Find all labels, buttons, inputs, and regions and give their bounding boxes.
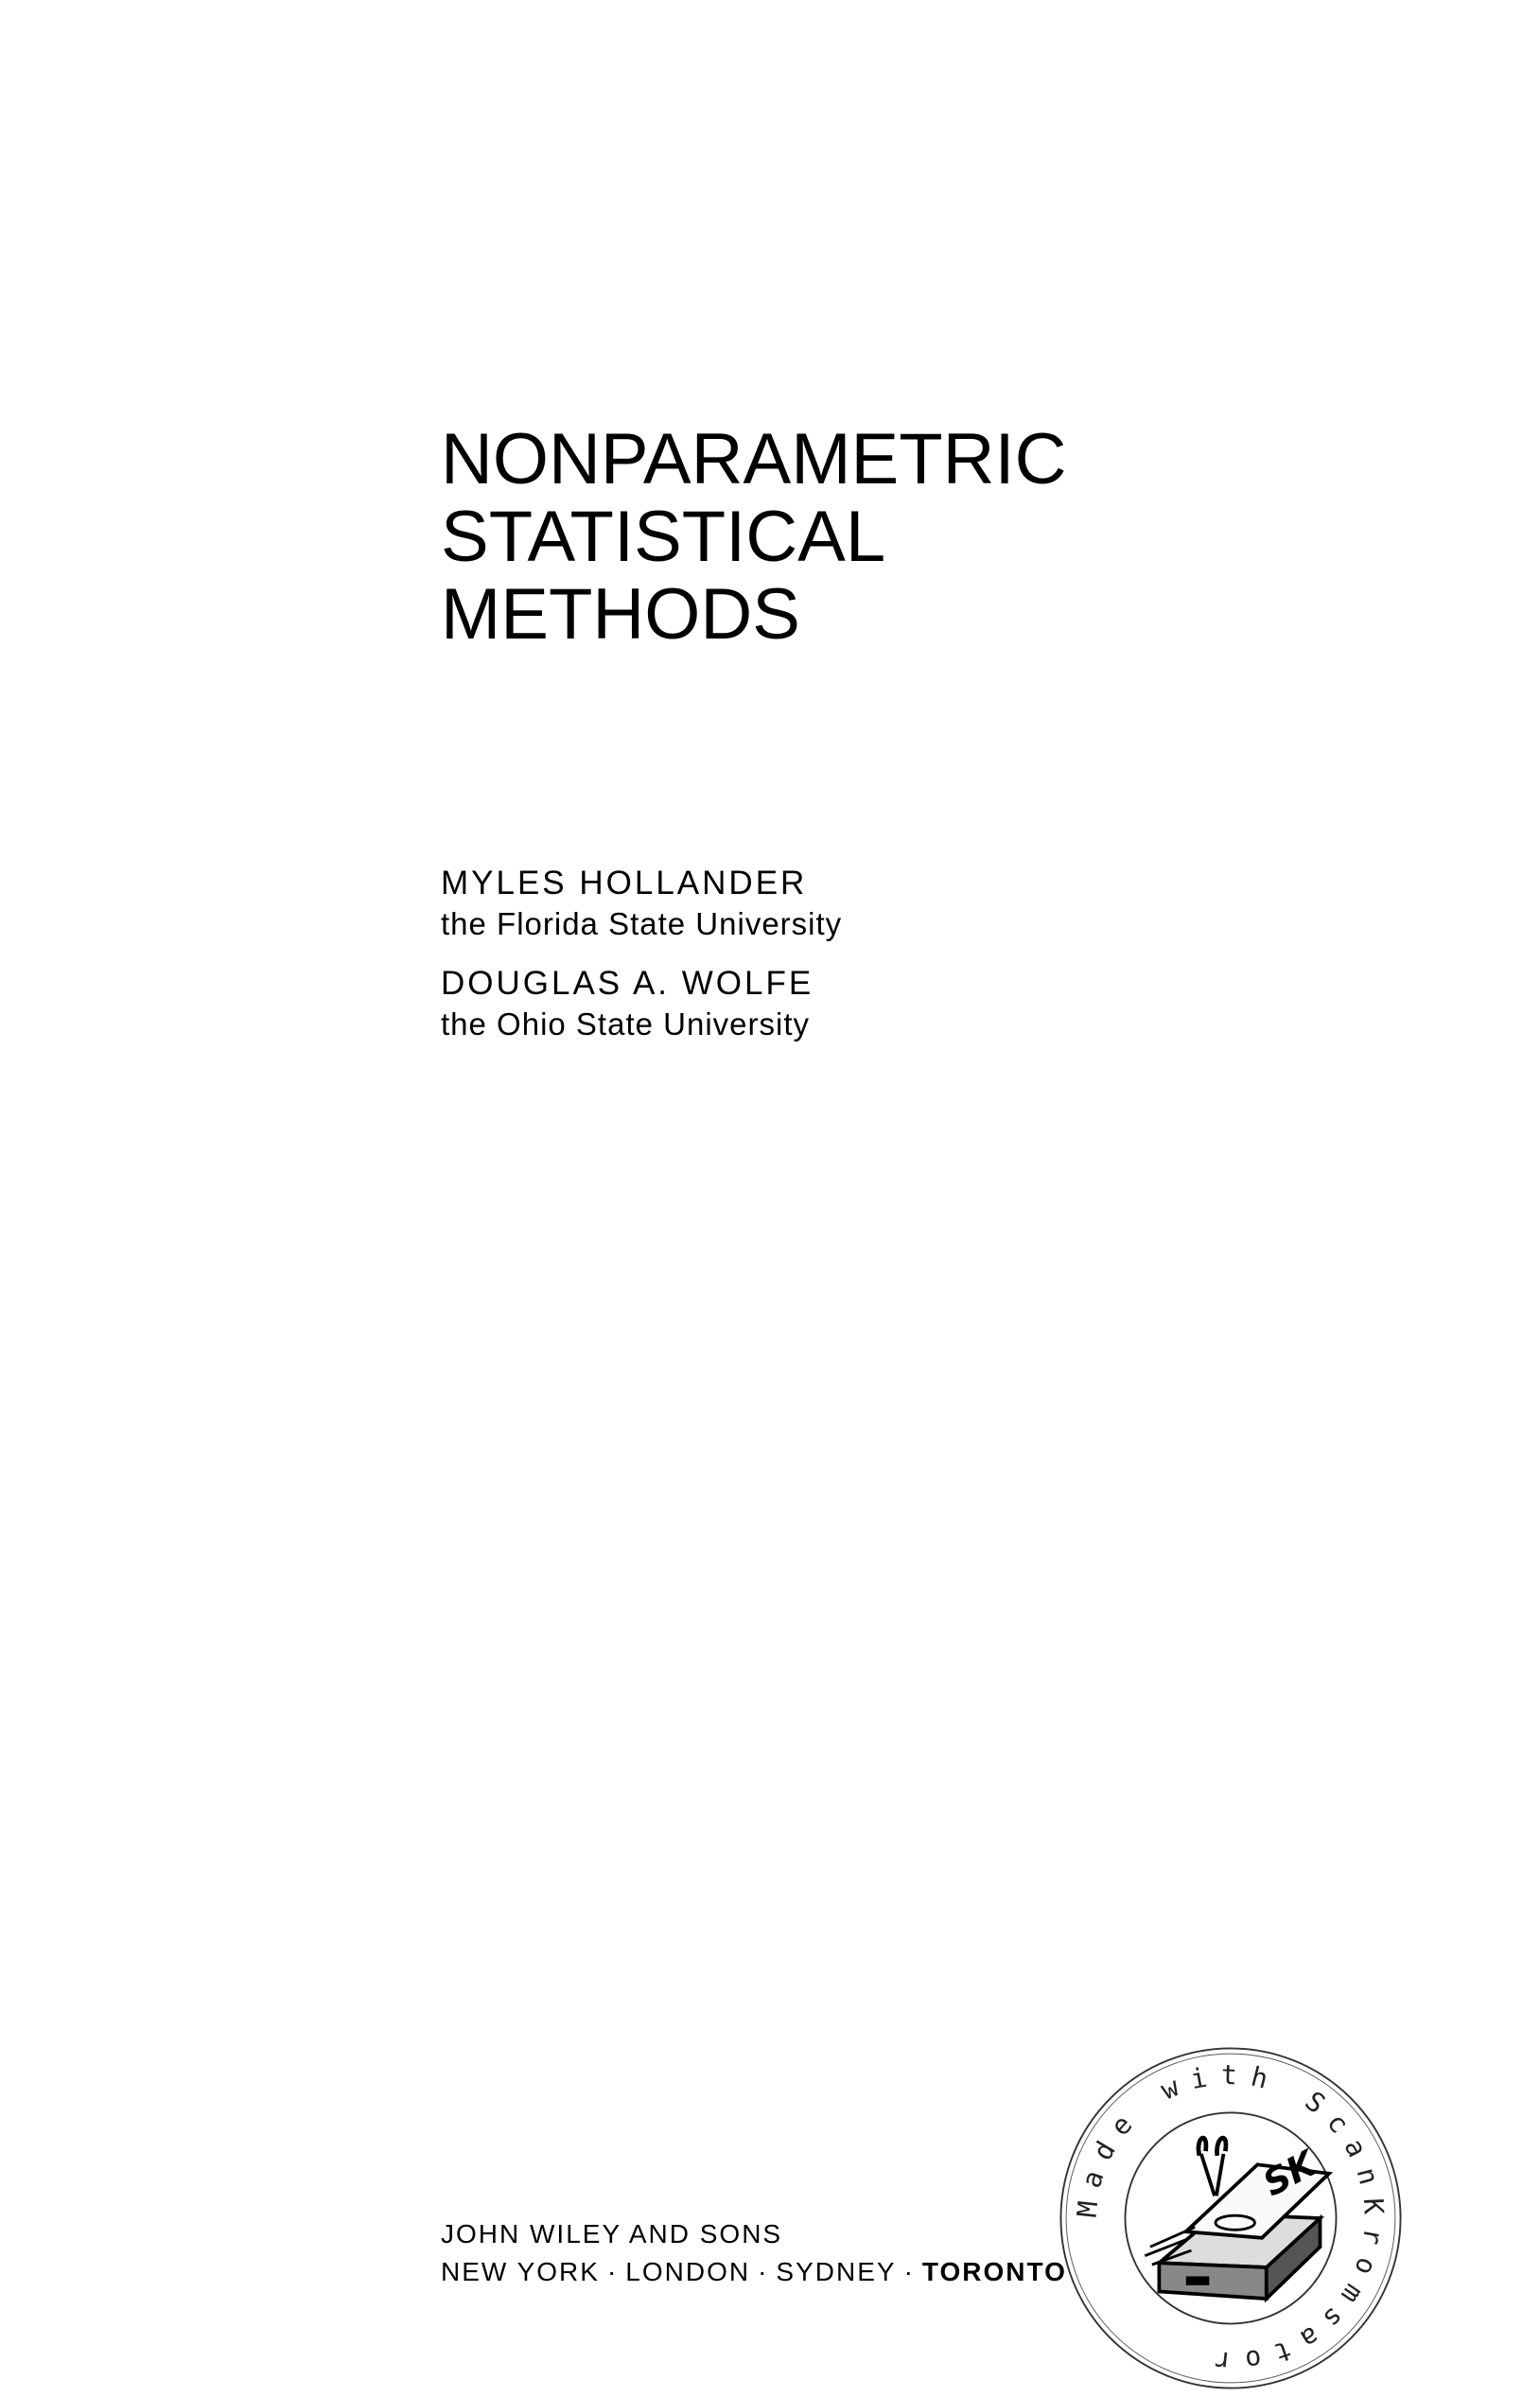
- author-affiliation: the Ohio State University: [441, 1006, 810, 1041]
- stamp-logo-text: SK: [1256, 2142, 1323, 2205]
- city-separator: ·: [758, 2257, 769, 2286]
- city: SYDNEY: [776, 2257, 897, 2286]
- stamp-ring-text: Made with ScanKromsator: [1071, 2058, 1391, 2378]
- publisher-cities: [441, 2253, 1067, 2291]
- author-name: DOUGLAS A. WOLFE: [441, 965, 814, 1002]
- city: TORONTO: [921, 2257, 1067, 2286]
- title-line-1: NONPARAMETRIC: [441, 419, 1067, 499]
- publisher-block: [441, 2215, 1067, 2291]
- author-entry: [441, 963, 842, 1044]
- scankromsator-stamp: [1052, 2039, 1409, 2397]
- author-list: [441, 863, 842, 1063]
- city: NEW YORK: [441, 2257, 600, 2286]
- author-name: MYLES HOLLANDER: [441, 865, 808, 901]
- city-separator: ·: [606, 2257, 619, 2286]
- book-title: [441, 421, 1067, 654]
- publisher-name: JOHN WILEY AND SONS: [441, 2219, 783, 2248]
- city: LONDON: [625, 2257, 751, 2286]
- title-line-3: METHODS: [441, 574, 800, 655]
- title-line-2: STATISTICAL: [441, 497, 886, 577]
- author-entry: [441, 863, 842, 944]
- author-affiliation: the Florida State University: [441, 906, 843, 941]
- city-separator: ·: [903, 2257, 915, 2286]
